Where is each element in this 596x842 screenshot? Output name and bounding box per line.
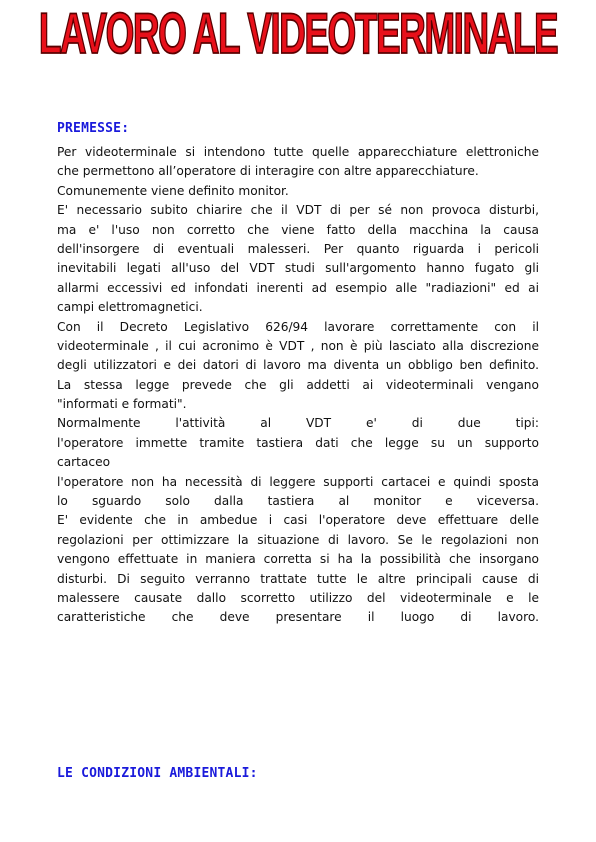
text-line: l'operatore immette tramite tastiera dati che legge su un supporto bbox=[57, 435, 539, 450]
text-line: lo sguardo solo dalla tastiera al monitor e viceversa. bbox=[57, 494, 539, 509]
text-line: videoterminale , il cui acronimo è VDT , non è più lasciato alla discrezione bbox=[57, 338, 539, 353]
text-line: Per videoterminale si intendono tutte quelle apparecchiature elettroniche bbox=[57, 145, 539, 159]
text-line: ma e' l'uso non corretto che viene fatto della macchina la causa bbox=[57, 222, 539, 237]
text-line: malessere causate dallo scorretto utilizzo del videoterminale e le bbox=[57, 590, 539, 605]
text-line: dell'insorgere di eventuali malesseri. Per quanto riguarda i pericoli bbox=[57, 241, 539, 256]
premesse-body bbox=[57, 143, 539, 628]
text-line: regolazioni per ottimizzare la situazione di lavoro. Se le regolazioni non bbox=[57, 532, 539, 547]
section-heading-premesse: PREMESSE: bbox=[57, 121, 130, 136]
text-line: degli utilizzatori e dei datori di lavoro ma diventa un obbligo ben definito. bbox=[57, 358, 539, 373]
text-line: "informati e formati". bbox=[57, 397, 187, 412]
text-line: Con il Decreto Legislativo 626/94 lavorare correttamente con il bbox=[57, 319, 539, 334]
text-line: che permettono all’operatore di interagire con altre apparecchiature. bbox=[57, 164, 479, 179]
text-line: Comunemente viene definito monitor. bbox=[57, 183, 289, 198]
text-line: allarmi eccessivi ed infondati inerenti ad esempio alle "radiazioni" ed ai bbox=[57, 280, 539, 295]
text-line: cartaceo bbox=[57, 455, 111, 470]
page-title: LAVORO AL VIDEOTERMINALE bbox=[38, 1, 558, 65]
text-line: vengono effettuate in maniera corretta si ha la possibilità che insorgano bbox=[57, 552, 539, 567]
text-line: E' evidente che in ambedue i casi l'operatore deve effettuare delle bbox=[57, 513, 539, 528]
section-heading-condizioni-ambientali: LE CONDIZIONI AMBIENTALI: bbox=[57, 766, 258, 781]
text-line: La stessa legge prevede che gli addetti ai videoterminali vengano bbox=[57, 377, 539, 392]
title-banner bbox=[40, 0, 556, 66]
text-line: l'operatore non ha necessità di leggere supporti cartacei e quindi sposta bbox=[57, 474, 539, 489]
text-line: inevitabili legati all'uso del VDT studi sull'argomento hanno fugato gli bbox=[57, 261, 539, 276]
text-line: disturbi. Di seguito verranno trattate tutte le altre principali cause di bbox=[57, 571, 539, 586]
text-line: E' necessario subito chiarire che il VDT di per sé non provoca disturbi, bbox=[57, 203, 539, 218]
text-line: caratteristiche che deve presentare il luogo di lavoro. bbox=[57, 610, 539, 625]
text-line: Normalmente l'attività al VDT e' di due tipi: bbox=[57, 416, 539, 431]
text-line: campi elettromagnetici. bbox=[57, 300, 203, 315]
